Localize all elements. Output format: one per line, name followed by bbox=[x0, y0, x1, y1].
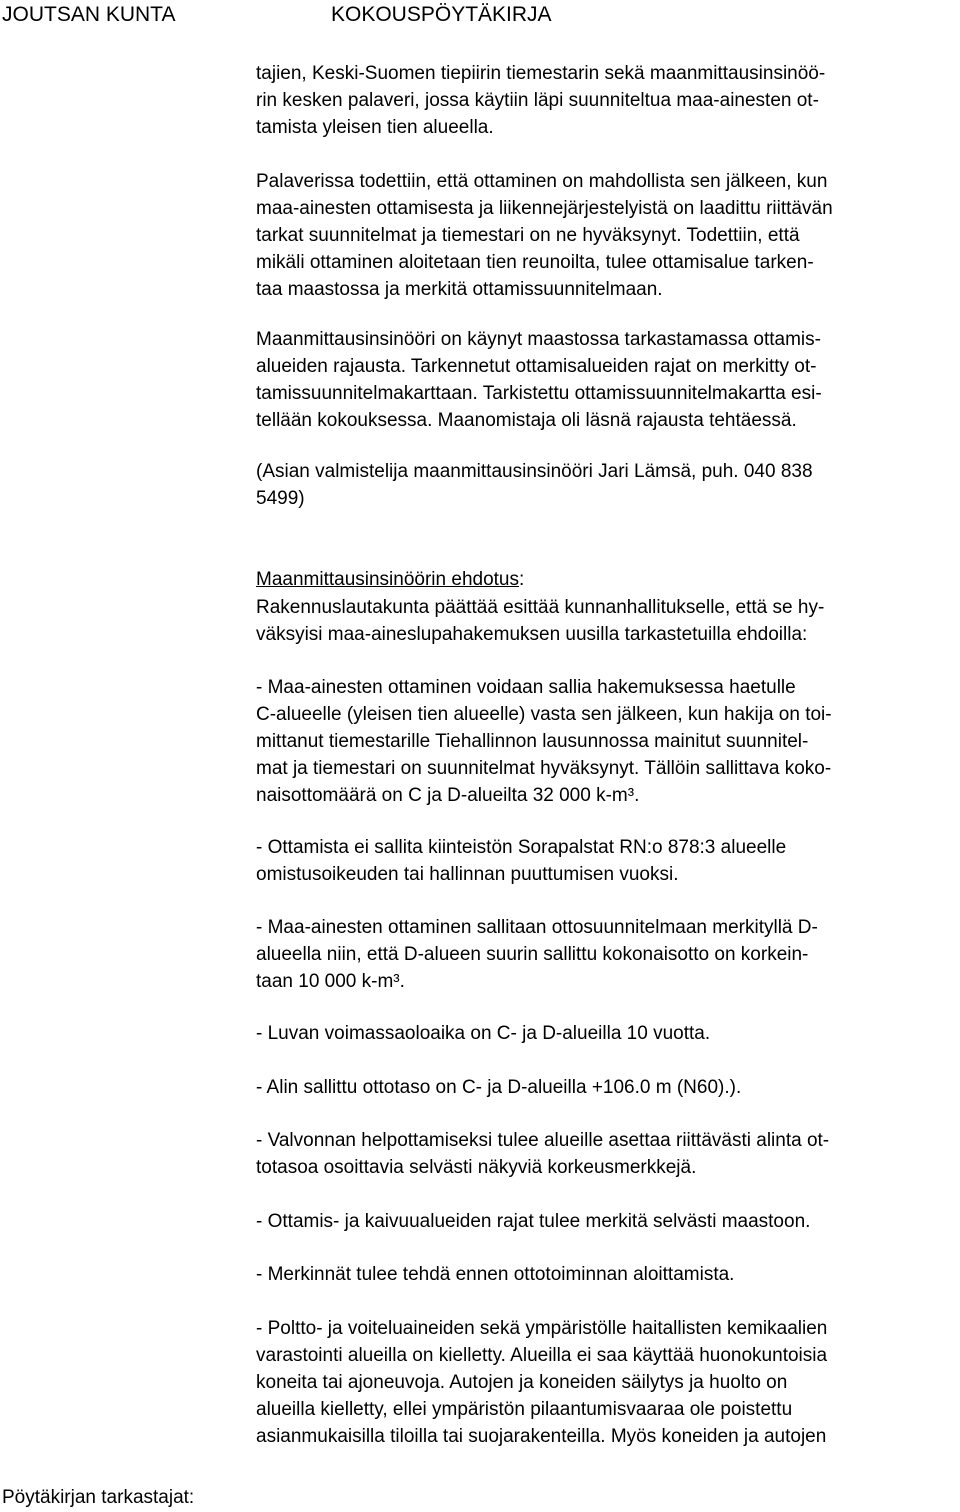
condition-item: - Poltto- ja voiteluaineiden sekä ympäristölle haitallisten kemikaalien varastointi alueilla on kielletty. Alueilla ei saa käyttää huonokuntoisia koneita tai ajoneuvoja. Autojen ja koneiden säilytys ja huolto on alueilla kielletty, ellei ympäristön pilaantumisvaaraa ole poistettu asianmukaisilla tiloilla tai suojarakenteilla. Myös koneiden ja autojen bbox=[256, 1318, 828, 1447]
condition-item: - Luvan voimassaoloaika on C- ja D-alueilla 10 vuotta. bbox=[256, 1023, 711, 1044]
paragraph-preparer: (Asian valmistelija maanmittausinsinööri Jari Lämsä, puh. 040 838 5499) bbox=[256, 461, 813, 509]
inspectors-label: Pöytäkirjan tarkastajat: bbox=[2, 1487, 195, 1508]
paragraph-intro-2: Palaverissa todettiin, että ottaminen on mahdollista sen jälkeen, kun maa-ainesten ottamisesta ja liikennejärjestelyistä on laadittu riittävän tarkat suunnitelmat ja tiemestari on ne hyväksynyt. Todettiin, että mikäli ottaminen aloitetaan tien reunoilta, tulee ottamisalue tarken- taa maastossa ja merkitä ottamissuunnitelmaan. bbox=[256, 171, 833, 300]
proposal-heading-title: Maanmittausinsinöörin ehdotus bbox=[256, 569, 519, 590]
condition-item: - Maa-ainesten ottaminen voidaan sallia hakemuksessa haetulle C-alueelle (yleisen tien alueelle) vasta sen jälkeen, kun hakija on toi- mittanut tiemestarille Tiehallinnon lausunnossa mainitut suunnitel- mat ja tiemestari on suunnitelmat hyväksynyt. Tällöin sallittava koko- naisottomäärä on C ja D-alueilta 32 000 k-m³. bbox=[256, 677, 832, 806]
document-type: KOKOUSPÖYTÄKIRJA bbox=[331, 3, 552, 26]
condition-item: - Alin sallittu ottotaso on C- ja D-alueilla +106.0 m (N60).). bbox=[256, 1077, 742, 1098]
condition-item: - Ottamista ei sallita kiinteistön Sorapalstat RN:o 878:3 alueelle omistusoikeuden tai hallinnan puuttumisen vuoksi. bbox=[256, 837, 787, 885]
condition-item: - Ottamis- ja kaivuualueiden rajat tulee merkitä selvästi maastoon. bbox=[256, 1211, 811, 1232]
organization-name: JOUTSAN KUNTA bbox=[2, 3, 176, 26]
condition-item: - Merkinnät tulee tehdä ennen ottotoiminnan aloittamista. bbox=[256, 1264, 735, 1285]
condition-item: - Maa-ainesten ottaminen sallitaan ottosuunnitelmaan merkityllä D- alueella niin, että D-alueen suurin sallittu kokonaisotto on korkein- taan 10 000 k-m³. bbox=[256, 917, 818, 992]
paragraph-intro-3: Maanmittausinsinööri on käynyt maastossa tarkastamassa ottamis- alueiden rajausta. Tarkennetut ottamisalueiden rajat on merkitty ot- tamissuunnitelmakarttaan. Tarkistettu ottamissuunnitelmakartta esi- tellään kokouksessa. Maanomistaja oli läsnä rajausta tehtäessä. bbox=[256, 329, 822, 431]
paragraph-intro-1: tajien, Keski-Suomen tiepiirin tiemestarin sekä maanmittausinsinöö- rin kesken palaveri, jossa käytiin läpi suunniteltua maa-ainesten ot- tamista yleisen tien alueella. bbox=[256, 63, 826, 138]
proposal-heading-colon: : bbox=[519, 569, 525, 590]
condition-item: - Valvonnan helpottamiseksi tulee alueille asettaa riittävästi alinta ot- totasoa osoittavia selvästi näkyviä korkeusmerkkejä. bbox=[256, 1130, 830, 1178]
page-header bbox=[0, 0, 960, 32]
proposal-heading bbox=[256, 566, 956, 593]
proposal-text: Rakennuslautakunta päättää esittää kunnanhallitukselle, että se hy- väksyisi maa-aineslupahakemuksen uusilla tarkastetuilla ehdoilla: bbox=[256, 597, 825, 645]
